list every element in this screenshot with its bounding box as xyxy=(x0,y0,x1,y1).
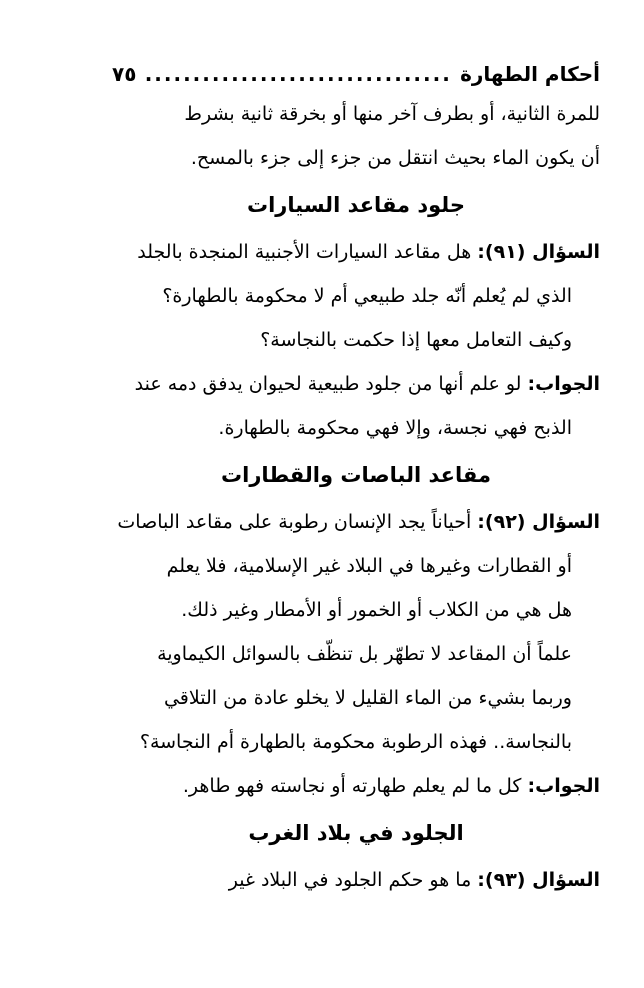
answer-first-line xyxy=(112,362,600,406)
question-first-line xyxy=(112,500,600,544)
answer-label: الجواب: xyxy=(527,373,600,395)
text-line: وكيف التعامل معها إذا حكمت بالنجاسة؟ xyxy=(260,329,572,351)
question-first-line xyxy=(112,230,600,274)
text-line: علماً أن المقاعد لا تطهّر بل تنظّف بالسوائل الكيماوية xyxy=(157,643,572,665)
question-text: هل مقاعد السيارات الأجنبية المنجدة بالجلد xyxy=(137,241,472,263)
question-label: السؤال (٩١): xyxy=(477,241,600,263)
page-number: ٧٥ xyxy=(112,62,137,86)
answer-label: الجواب: xyxy=(527,775,600,797)
running-header xyxy=(112,58,600,90)
answer-text: كل ما لم يعلم طهارته أو نجاسته فهو طاهر. xyxy=(182,775,522,797)
question-first-line xyxy=(112,858,600,902)
question-label: السؤال (٩٣): xyxy=(477,869,600,891)
text-line: الذي لم يُعلم أنّه جلد طبيعي أم لا محكومة بالطهارة؟ xyxy=(162,285,572,307)
question-text: أحياناً يجد الإنسان رطوبة على مقاعد الباصات xyxy=(117,511,472,533)
text-line: الذبح فهي نجسة، وإلا فهي محكومة بالطهارة. xyxy=(218,417,572,439)
question-text: ما هو حكم الجلود في البلاد غير xyxy=(228,869,472,891)
text-line: هل هي من الكلاب أو الخمور أو الأمطار وغير ذلك. xyxy=(181,599,572,621)
section-heading: الجلود في بلاد الغرب xyxy=(248,821,464,845)
running-header-title: أحكام الطهارة xyxy=(460,62,600,86)
text-line: أو القطارات وغيرها في البلاد غير الإسلامية، فلا يعلم xyxy=(166,555,572,577)
text-line: وربما بشيء من الماء القليل لا يخلو عادة من التلاقي xyxy=(163,687,572,709)
text-line: بالنجاسة.. فهذه الرطوبة محكومة بالطهارة أم النجاسة؟ xyxy=(139,731,572,753)
running-header-leader-dots: ................................ xyxy=(144,62,452,86)
question-label: السؤال (٩٢): xyxy=(477,511,600,533)
section-heading: مقاعد الباصات والقطارات xyxy=(221,463,491,487)
answer-text: لو علم أنها من جلود طبيعية لحيوان يدفق دمه عند xyxy=(134,373,522,395)
text-line: للمرة الثانية، أو بطرف آخر منها أو بخرقة ثانية بشرط xyxy=(184,103,600,125)
text-line: أن يكون الماء بحيث انتقل من جزء إلى جزء بالمسح. xyxy=(190,147,600,169)
section-heading: جلود مقاعد السيارات xyxy=(246,193,466,217)
answer-first-line xyxy=(112,764,600,808)
